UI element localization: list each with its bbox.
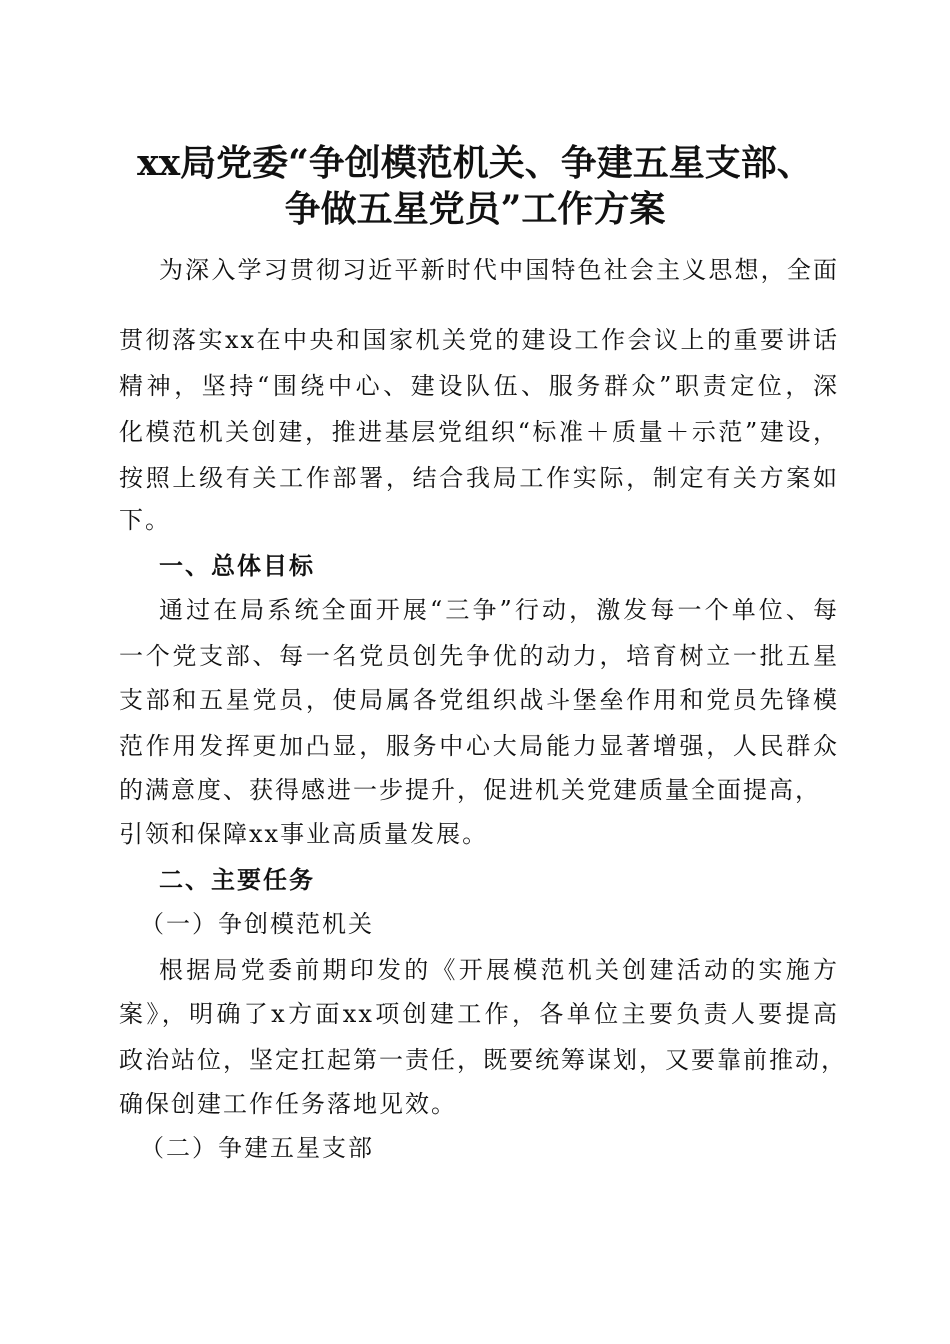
section1-line: 范作用发挥更加凸显，服务中心大局能力显著增强，人民群众 <box>119 732 839 760</box>
section-heading-main-tasks: 二、主要任务 <box>159 866 315 894</box>
section1-line: 一个党支部、每一名党员创先争优的动力，培育树立一批五星 <box>119 642 839 670</box>
sub1-line: 根据局党委前期印发的《开展模范机关创建活动的实施方 <box>159 956 839 984</box>
subsection-heading-five-star-branch: （二）争建五星支部 <box>140 1134 374 1162</box>
section1-line: 支部和五星党员，使局属各党组织战斗堡垒作用和党员先锋模 <box>119 686 839 714</box>
intro-line: 为深入学习贯彻习近平新时代中国特色社会主义思想，全面 <box>159 256 839 284</box>
section1-line: 的满意度、获得感进一步提升，促进机关党建质量全面提高， <box>119 776 821 804</box>
section1-line: 通过在局系统全面开展“三争”行动，激发每一个单位、每 <box>159 596 839 624</box>
intro-line: 按照上级有关工作部署，结合我局工作实际，制定有关方案如 <box>119 464 839 492</box>
sub1-line: 案》，明确了x方面xx项创建工作，各单位主要负责人要提高 <box>119 1000 839 1028</box>
subsection-heading-model-organ: （一）争创模范机关 <box>140 910 374 938</box>
document-title-line-2: 争做五星党员”工作方案 <box>284 188 666 230</box>
document-title-line-1: xx局党委“争创模范机关、争建五星支部、 <box>137 142 813 184</box>
sub1-line: 政治站位，坚定扛起第一责任，既要统筹谋划，又要靠前推动， <box>119 1046 847 1074</box>
section-heading-overall-goal: 一、总体目标 <box>159 552 315 580</box>
intro-line: 精神，坚持“围绕中心、建设队伍、服务群众”职责定位，深 <box>119 372 839 400</box>
intro-line: 贯彻落实xx在中央和国家机关党的建设工作会议上的重要讲话 <box>119 326 839 354</box>
section1-line: 引领和保障xx事业高质量发展。 <box>119 820 489 848</box>
intro-line: 下。 <box>119 506 171 534</box>
sub1-line: 确保创建工作任务落地见效。 <box>119 1090 457 1118</box>
intro-line: 化模范机关创建，推进基层党组织“标准＋质量＋示范”建设， <box>119 418 839 446</box>
